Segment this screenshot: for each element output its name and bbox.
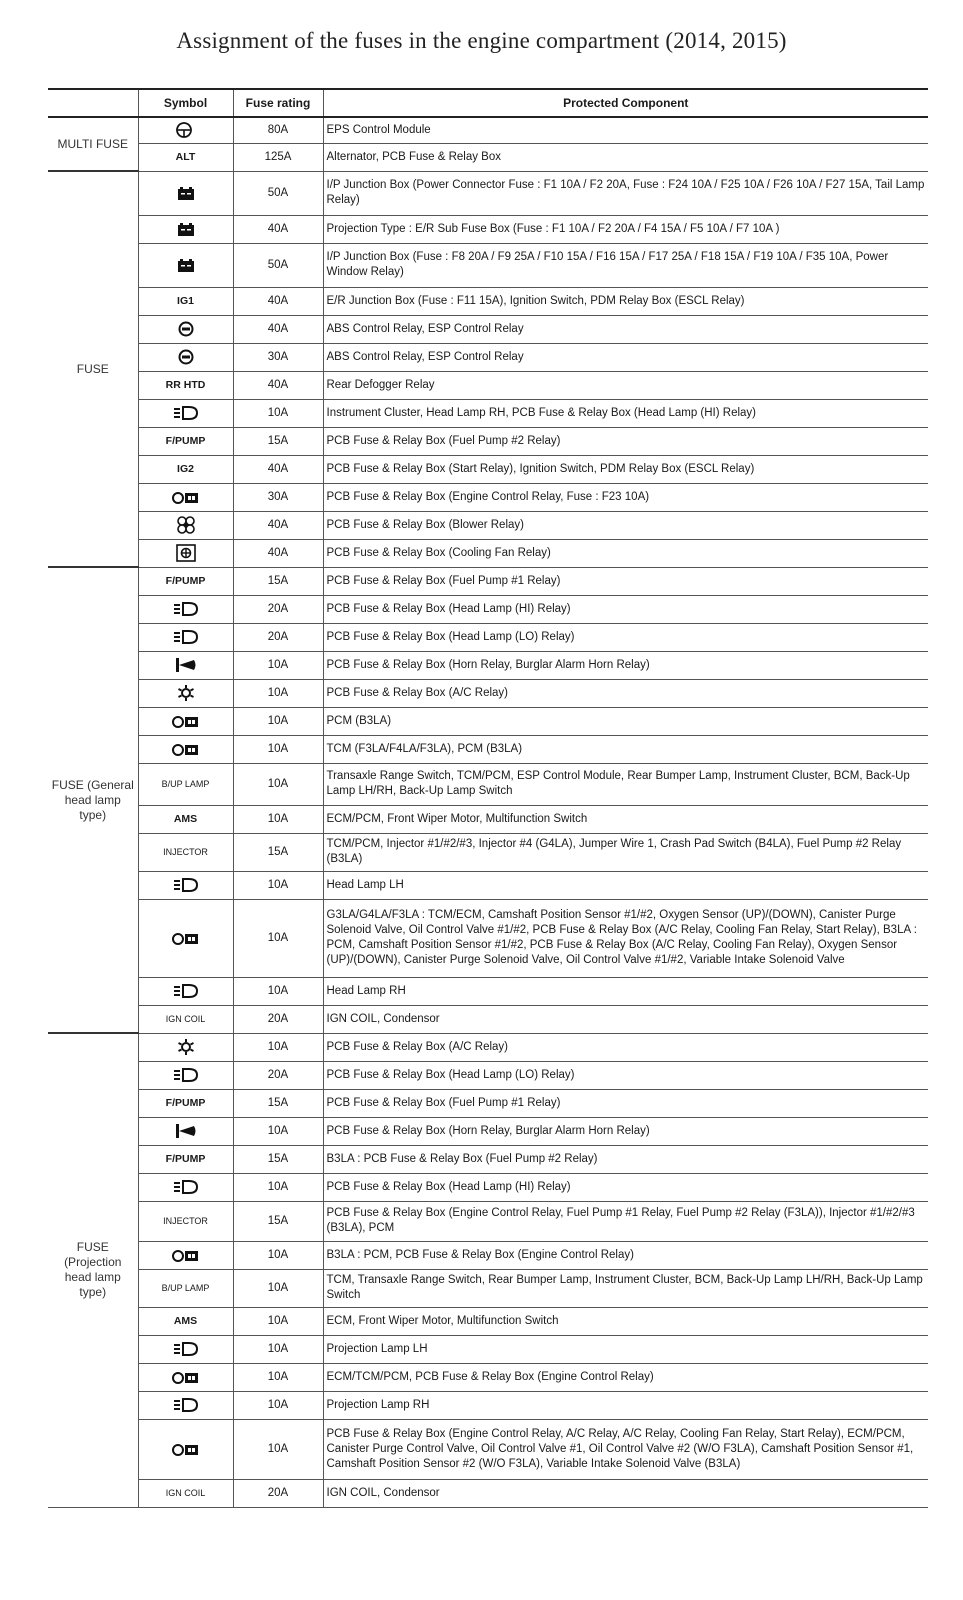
protected-component: PCB Fuse & Relay Box (Fuel Pump #1 Relay) xyxy=(323,1089,928,1117)
fuse-symbol xyxy=(138,1201,233,1241)
table-row xyxy=(48,1033,928,1061)
fuse-rating: 30A xyxy=(233,343,323,371)
abs-icon xyxy=(176,348,196,366)
fuse-rating: 10A xyxy=(233,1335,323,1363)
headlamp-icon xyxy=(173,1341,199,1357)
protected-component: ABS Control Relay, ESP Control Relay xyxy=(323,343,928,371)
table-row xyxy=(48,707,928,735)
fuse-symbol xyxy=(138,511,233,539)
fuse-rating: 10A xyxy=(233,871,323,899)
abs-icon xyxy=(176,320,196,338)
fuse-rating: 15A xyxy=(233,1089,323,1117)
fuse-rating: 40A xyxy=(233,511,323,539)
fuse-symbol xyxy=(138,171,233,215)
fuse-symbol xyxy=(138,117,233,143)
protected-component: Transaxle Range Switch, TCM/PCM, ESP Control Module, Rear Bumper Lamp, Instrument Cluster, BCM, Back-Up Lamp LH/RH, Back-Up Lamp Switch xyxy=(323,763,928,805)
fuse-symbol xyxy=(138,1173,233,1201)
engine-icon xyxy=(171,489,201,505)
fuse-rating: 30A xyxy=(233,483,323,511)
table-row xyxy=(48,871,928,899)
fuse-symbol-text: IGN COIL xyxy=(165,1013,206,1024)
fuse-symbol-text: B/UP LAMP xyxy=(161,778,210,789)
fuse-symbol xyxy=(138,1117,233,1145)
fuse-symbol xyxy=(138,399,233,427)
fuse-symbol xyxy=(138,1089,233,1117)
protected-component: Projection Lamp LH xyxy=(323,1335,928,1363)
table-row xyxy=(48,243,928,287)
protected-component: PCB Fuse & Relay Box (Cooling Fan Relay) xyxy=(323,539,928,567)
fuse-symbol xyxy=(138,215,233,243)
group-label-multi: MULTI FUSE xyxy=(48,117,138,171)
table-row xyxy=(48,735,928,763)
fuse-symbol-text: AMS xyxy=(173,812,198,825)
fuse-rating: 40A xyxy=(233,539,323,567)
protected-component: PCB Fuse & Relay Box (Horn Relay, Burglar Alarm Horn Relay) xyxy=(323,651,928,679)
fuse-rating: 20A xyxy=(233,623,323,651)
fuse-symbol xyxy=(138,595,233,623)
fuse-rating: 10A xyxy=(233,977,323,1005)
headlamp-icon xyxy=(173,877,199,893)
fuse-symbol xyxy=(138,343,233,371)
fuse-rating: 10A xyxy=(233,763,323,805)
engine-icon xyxy=(171,713,201,729)
group-label-general: FUSE (General head lamp type) xyxy=(48,567,138,1033)
table-row xyxy=(48,117,928,143)
table-row xyxy=(48,427,928,455)
cooling-fan-icon xyxy=(175,543,197,563)
table-row xyxy=(48,1335,928,1363)
table-row xyxy=(48,1005,928,1033)
fuse-symbol xyxy=(138,1033,233,1061)
table-row xyxy=(48,511,928,539)
fuse-symbol xyxy=(138,1307,233,1335)
fuse-symbol-text: B/UP LAMP xyxy=(161,1282,210,1293)
fuse-symbol xyxy=(138,539,233,567)
headlamp-icon xyxy=(173,405,199,421)
fuse-symbol xyxy=(138,567,233,595)
fuse-symbol xyxy=(138,143,233,171)
table-row xyxy=(48,1241,928,1269)
protected-component: Projection Type : E/R Sub Fuse Box (Fuse : F1 10A / F2 20A / F4 15A / F5 10A / F7 10A ) xyxy=(323,215,928,243)
table-row xyxy=(48,1307,928,1335)
fuse-symbol xyxy=(138,1269,233,1307)
fuse-symbol xyxy=(138,1005,233,1033)
fuse-rating: 15A xyxy=(233,1145,323,1173)
table-row xyxy=(48,1419,928,1479)
fuse-rating: 10A xyxy=(233,651,323,679)
fuse-rating: 20A xyxy=(233,1005,323,1033)
fuse-rating: 10A xyxy=(233,1391,323,1419)
fuse-symbol xyxy=(138,1335,233,1363)
fuse-rating: 40A xyxy=(233,455,323,483)
fuse-rating: 10A xyxy=(233,1241,323,1269)
table-row xyxy=(48,483,928,511)
table-row xyxy=(48,679,928,707)
fuse-symbol-text: F/PUMP xyxy=(165,574,206,587)
fuse-symbol xyxy=(138,977,233,1005)
protected-component: Alternator, PCB Fuse & Relay Box xyxy=(323,143,928,171)
fuse-rating: 20A xyxy=(233,595,323,623)
header-component: Protected Component xyxy=(323,89,928,117)
fuse-rating: 40A xyxy=(233,371,323,399)
fuse-symbol xyxy=(138,1061,233,1089)
fuse-rating: 10A xyxy=(233,1363,323,1391)
steering-wheel-icon xyxy=(175,121,197,139)
headlamp-icon xyxy=(173,1067,199,1083)
fuse-rating: 10A xyxy=(233,735,323,763)
group-label-projection: FUSE (Projection head lamp type) xyxy=(48,1033,138,1507)
horn-icon xyxy=(174,1123,198,1139)
protected-component: IGN COIL, Condensor xyxy=(323,1005,928,1033)
protected-component: PCB Fuse & Relay Box (Fuel Pump #1 Relay) xyxy=(323,567,928,595)
fuse-symbol xyxy=(138,1241,233,1269)
headlamp-icon xyxy=(173,1397,199,1413)
group-label-fuse: FUSE xyxy=(48,171,138,567)
fuse-symbol xyxy=(138,805,233,833)
table-row xyxy=(48,1269,928,1307)
fuse-rating: 125A xyxy=(233,143,323,171)
fuse-symbol-text: IGN COIL xyxy=(165,1487,206,1498)
headlamp-icon xyxy=(173,1179,199,1195)
fuse-symbol-text: F/PUMP xyxy=(165,434,206,447)
header-rating: Fuse rating xyxy=(233,89,323,117)
fuse-symbol xyxy=(138,315,233,343)
fuse-rating: 15A xyxy=(233,833,323,871)
table-row xyxy=(48,343,928,371)
protected-component: ABS Control Relay, ESP Control Relay xyxy=(323,315,928,343)
fuse-symbol-text: RR HTD xyxy=(165,378,206,391)
headlamp-icon xyxy=(173,983,199,999)
battery-icon xyxy=(175,221,197,237)
table-row xyxy=(48,455,928,483)
fuse-rating: 40A xyxy=(233,315,323,343)
fuse-symbol xyxy=(138,1479,233,1507)
protected-component: ECM/PCM, Front Wiper Motor, Multifunction Switch xyxy=(323,805,928,833)
table-row xyxy=(48,1479,928,1507)
table-row xyxy=(48,539,928,567)
fuse-symbol-text: F/PUMP xyxy=(165,1152,206,1165)
header-symbol: Symbol xyxy=(138,89,233,117)
protected-component: PCB Fuse & Relay Box (Fuel Pump #2 Relay) xyxy=(323,427,928,455)
fuse-symbol-text: IG1 xyxy=(177,294,194,307)
table-row xyxy=(48,763,928,805)
table-header-row xyxy=(48,89,928,117)
protected-component: ECM, Front Wiper Motor, Multifunction Switch xyxy=(323,1307,928,1335)
headlamp-icon xyxy=(173,601,199,617)
fuse-rating: 10A xyxy=(233,679,323,707)
table-row xyxy=(48,651,928,679)
fuse-symbol xyxy=(138,679,233,707)
protected-component: B3LA : PCB Fuse & Relay Box (Fuel Pump #2 Relay) xyxy=(323,1145,928,1173)
fuse-rating: 10A xyxy=(233,1117,323,1145)
protected-component: Head Lamp LH xyxy=(323,871,928,899)
fuse-rating: 10A xyxy=(233,1173,323,1201)
fuse-rating: 10A xyxy=(233,707,323,735)
fuse-rating: 40A xyxy=(233,287,323,315)
fuse-symbol xyxy=(138,763,233,805)
table-row xyxy=(48,1201,928,1241)
page-title: Assignment of the fuses in the engine compartment (2014, 2015) xyxy=(176,28,787,53)
fuse-symbol xyxy=(138,623,233,651)
table-row xyxy=(48,1363,928,1391)
protected-component: G3LA/G4LA/F3LA : TCM/ECM, Camshaft Position Sensor #1/#2, Oxygen Sensor (UP)/(DOWN), Canister Purge Solenoid Valve, Oil Control Valve #1/#2, PCB Fuse & Relay Box (A/C Relay, Cooling Fan Relay, Start Relay), B3LA : PCM, Camshaft Position Sensor #1/#2, PCB Fuse & Relay Box (A/C Relay, Cooling Fan Relay), Oxygen Sensor (UP)/(DOWN), Canister Purge Solenoid Valve, Oil Control Valve #1/#2, Variable Intake Solenoid Valve xyxy=(323,899,928,977)
fuse-symbol xyxy=(138,1363,233,1391)
protected-component: Rear Defogger Relay xyxy=(323,371,928,399)
protected-component: TCM (F3LA/F4LA/F3LA), PCM (B3LA) xyxy=(323,735,928,763)
protected-component: PCB Fuse & Relay Box (A/C Relay) xyxy=(323,679,928,707)
table-row xyxy=(48,1391,928,1419)
fuse-symbol xyxy=(138,1419,233,1479)
fuse-symbol-text: IG2 xyxy=(177,462,194,475)
fuse-rating: 10A xyxy=(233,1419,323,1479)
fuse-symbol xyxy=(138,427,233,455)
fuse-rating: 15A xyxy=(233,1201,323,1241)
protected-component: PCM (B3LA) xyxy=(323,707,928,735)
protected-component: PCB Fuse & Relay Box (Head Lamp (HI) Relay) xyxy=(323,595,928,623)
protected-component: E/R Junction Box (Fuse : F11 15A), Ignition Switch, PDM Relay Box (ESCL Relay) xyxy=(323,287,928,315)
protected-component: PCB Fuse & Relay Box (Engine Control Relay, Fuse : F23 10A) xyxy=(323,483,928,511)
fuse-rating: 10A xyxy=(233,805,323,833)
table-row xyxy=(48,1173,928,1201)
table-row xyxy=(48,1089,928,1117)
protected-component: PCB Fuse & Relay Box (Blower Relay) xyxy=(323,511,928,539)
fuse-rating: 50A xyxy=(233,243,323,287)
table-row xyxy=(48,977,928,1005)
fuse-symbol xyxy=(138,1145,233,1173)
protected-component: PCB Fuse & Relay Box (Engine Control Relay, A/C Relay, A/C Relay, Cooling Fan Relay, Start Relay), ECM/PCM, Canister Purge Control Valve, Oil Control Valve #1, Oil Control Valve #2 (W/O F3LA), Camshaft Position Sensor #1, Camshaft Position Sensor #2 (W/O F3LA), Variable Intake Solenoid Valve (B3LA) xyxy=(323,1419,928,1479)
table-row xyxy=(48,399,928,427)
fuse-symbol xyxy=(138,735,233,763)
protected-component: B3LA : PCM, PCB Fuse & Relay Box (Engine Control Relay) xyxy=(323,1241,928,1269)
fuse-symbol xyxy=(138,1391,233,1419)
fuse-symbol-text: F/PUMP xyxy=(165,1096,206,1109)
protected-component: Projection Lamp RH xyxy=(323,1391,928,1419)
fuse-symbol-text: INJECTOR xyxy=(163,846,208,857)
ac-icon xyxy=(177,684,195,702)
fuse-symbol xyxy=(138,707,233,735)
fuse-table-body xyxy=(48,117,928,1507)
ac-icon xyxy=(177,1038,195,1056)
fuse-symbol xyxy=(138,287,233,315)
fuse-symbol xyxy=(138,833,233,871)
fuse-symbol-text: ALT xyxy=(175,150,196,163)
protected-component: TCM/PCM, Injector #1/#2/#3, Injector #4 (G4LA), Jumper Wire 1, Crash Pad Switch (B4LA), Fuel Pump #2 Relay (B3LA) xyxy=(323,833,928,871)
table-row xyxy=(48,315,928,343)
fuse-rating: 10A xyxy=(233,1307,323,1335)
protected-component: PCB Fuse & Relay Box (Head Lamp (LO) Relay) xyxy=(323,1061,928,1089)
protected-component: Head Lamp RH xyxy=(323,977,928,1005)
fuse-rating: 50A xyxy=(233,171,323,215)
fuse-symbol-text: AMS xyxy=(173,1314,198,1327)
protected-component: PCB Fuse & Relay Box (Engine Control Relay, Fuel Pump #1 Relay, Fuel Pump #2 Relay (F3LA)), Injector #1/#2/#3 (B3LA), PCM xyxy=(323,1201,928,1241)
protected-component: PCB Fuse & Relay Box (Head Lamp (HI) Relay) xyxy=(323,1173,928,1201)
table-row xyxy=(48,567,928,595)
table-row xyxy=(48,1117,928,1145)
fuse-rating: 10A xyxy=(233,899,323,977)
table-row xyxy=(48,171,928,215)
battery-icon xyxy=(175,185,197,201)
engine-icon xyxy=(171,1369,201,1385)
engine-icon xyxy=(171,930,201,946)
table-row xyxy=(48,899,928,977)
protected-component: I/P Junction Box (Power Connector Fuse : F1 10A / F2 20A, Fuse : F24 10A / F25 10A / F26 10A / F27 15A, Tail Lamp Relay) xyxy=(323,171,928,215)
horn-icon xyxy=(174,657,198,673)
table-row xyxy=(48,143,928,171)
fuse-rating: 10A xyxy=(233,399,323,427)
protected-component: PCB Fuse & Relay Box (A/C Relay) xyxy=(323,1033,928,1061)
protected-component: ECM/TCM/PCM, PCB Fuse & Relay Box (Engine Control Relay) xyxy=(323,1363,928,1391)
fuse-rating: 15A xyxy=(233,427,323,455)
protected-component: PCB Fuse & Relay Box (Start Relay), Ignition Switch, PDM Relay Box (ESCL Relay) xyxy=(323,455,928,483)
protected-component: EPS Control Module xyxy=(323,117,928,143)
fuse-symbol-text: INJECTOR xyxy=(163,1215,208,1226)
blower-icon xyxy=(176,515,196,535)
table-row xyxy=(48,805,928,833)
fuse-symbol xyxy=(138,651,233,679)
fuse-symbol xyxy=(138,483,233,511)
protected-component: IGN COIL, Condensor xyxy=(323,1479,928,1507)
fuse-symbol xyxy=(138,899,233,977)
table-row xyxy=(48,1061,928,1089)
protected-component: I/P Junction Box (Fuse : F8 20A / F9 25A / F10 15A / F16 15A / F17 25A / F18 15A / F19 10A / F35 10A, Power Window Relay) xyxy=(323,243,928,287)
protected-component: TCM, Transaxle Range Switch, Rear Bumper Lamp, Instrument Cluster, BCM, Back-Up Lamp LH/RH, Back-Up Lamp Switch xyxy=(323,1269,928,1307)
headlamp-icon xyxy=(173,629,199,645)
fuse-symbol xyxy=(138,871,233,899)
fuse-symbol xyxy=(138,371,233,399)
battery-icon xyxy=(175,257,197,273)
fuse-rating: 15A xyxy=(233,567,323,595)
table-row xyxy=(48,833,928,871)
protected-component: PCB Fuse & Relay Box (Head Lamp (LO) Relay) xyxy=(323,623,928,651)
header-group xyxy=(48,89,138,117)
fuse-symbol xyxy=(138,455,233,483)
table-row xyxy=(48,595,928,623)
table-row xyxy=(48,623,928,651)
table-row xyxy=(48,287,928,315)
fuse-symbol xyxy=(138,243,233,287)
fuse-rating: 10A xyxy=(233,1033,323,1061)
fuse-rating: 20A xyxy=(233,1061,323,1089)
engine-icon xyxy=(171,741,201,757)
table-row xyxy=(48,371,928,399)
engine-icon xyxy=(171,1247,201,1263)
fuse-rating: 80A xyxy=(233,117,323,143)
table-row xyxy=(48,1145,928,1173)
fuse-rating: 20A xyxy=(233,1479,323,1507)
fuse-rating: 10A xyxy=(233,1269,323,1307)
protected-component: PCB Fuse & Relay Box (Horn Relay, Burglar Alarm Horn Relay) xyxy=(323,1117,928,1145)
fuse-table xyxy=(48,88,928,1508)
protected-component: Instrument Cluster, Head Lamp RH, PCB Fuse & Relay Box (Head Lamp (HI) Relay) xyxy=(323,399,928,427)
table-row xyxy=(48,215,928,243)
engine-icon xyxy=(171,1441,201,1457)
fuse-rating: 40A xyxy=(233,215,323,243)
